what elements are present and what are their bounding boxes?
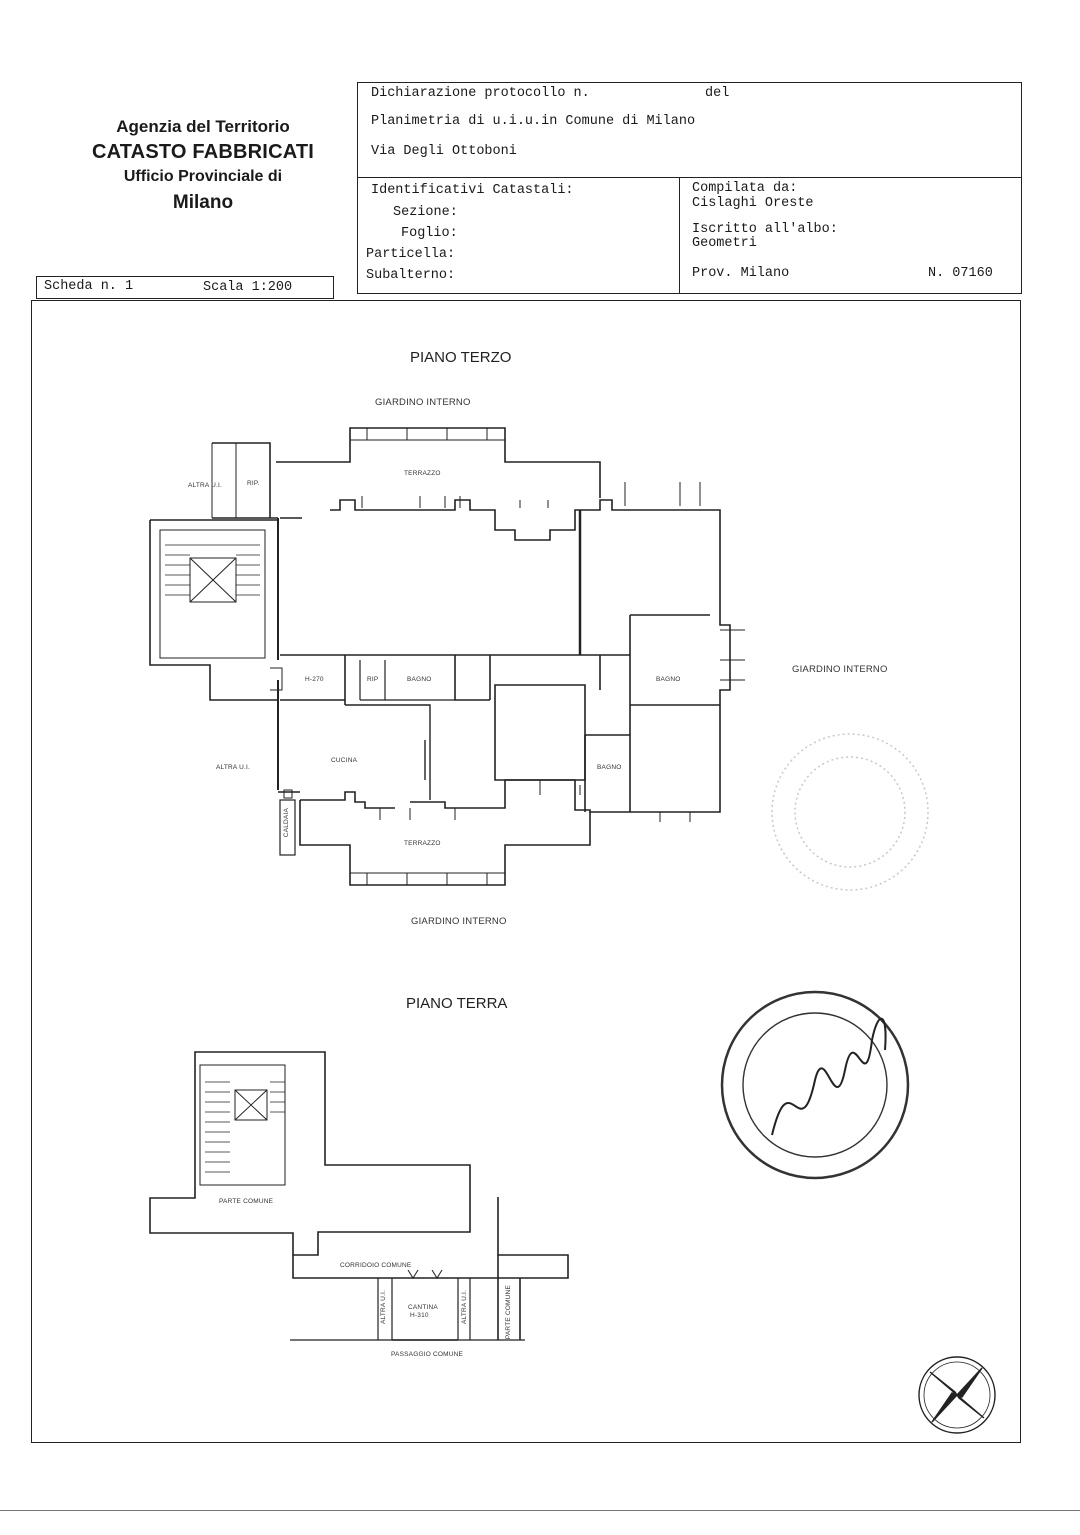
other-unit-east-label: ALTRA U.I.	[461, 1290, 468, 1325]
province-label: Prov. Milano	[692, 266, 790, 281]
compiler-name: Cislaghi Oreste	[692, 196, 814, 211]
sezione-label: Sezione:	[393, 205, 458, 220]
embossed-seal	[772, 734, 928, 890]
register-name: Geometri	[692, 236, 757, 251]
garden-south-label: GIARDINO INTERNO	[411, 916, 507, 927]
catasto-title: CATASTO FABBRICATI	[91, 141, 315, 163]
bathroom-1-label: BAGNO	[407, 676, 432, 683]
particella-label: Particella:	[366, 247, 456, 262]
common-corridor-label: CORRIDOIO COMUNE	[340, 1262, 412, 1269]
identifiers-title: Identificativi Catastali:	[371, 183, 574, 198]
common-passage-label: PASSAGGIO COMUNE	[391, 1351, 464, 1358]
terrace-south-label: TERRAZZO	[404, 840, 441, 847]
planimetria-line: Planimetria di u.i.u.in Comune di Milano	[371, 114, 696, 129]
north-arrow-icon	[919, 1357, 995, 1433]
ground-stair-block	[150, 1052, 470, 1255]
cellar-label: CANTINA	[408, 1304, 438, 1311]
cellar-height-label: H-310	[410, 1312, 429, 1319]
storage-small-label: RIP	[367, 676, 379, 683]
other-unit-west-label: ALTRA U.I.	[380, 1290, 387, 1325]
bathroom-3-label: BAGNO	[597, 764, 622, 771]
agency-name: Agenzia del Territorio	[116, 117, 290, 136]
boiler-label: CALDAIA	[283, 808, 290, 838]
common-area-label: PARTE COMUNE	[219, 1198, 274, 1205]
third-floor-title: PIANO TERZO	[410, 349, 512, 366]
address-line: Via Degli Ottoboni	[371, 144, 517, 159]
other-unit-left-label: ALTRA U.I.	[216, 764, 251, 771]
registration-number: N. 07160	[928, 266, 993, 281]
declaration-label: Dichiarazione protocollo n.	[371, 86, 590, 101]
north-terrace-outline	[276, 428, 600, 498]
sheet-number: Scheda n. 1	[44, 279, 134, 294]
register-label: Iscritto all'albo:	[692, 222, 838, 237]
kitchen-label: CUCINA	[331, 757, 358, 764]
bathroom-2-label: BAGNO	[656, 676, 681, 683]
office-label: Ufficio Provinciale di	[123, 168, 283, 185]
page-bottom-rule	[0, 1510, 1080, 1511]
height-label: H-270	[305, 676, 324, 683]
garden-east-label: GIARDINO INTERNO	[792, 664, 888, 675]
terrace-north-label: TERRAZZO	[404, 470, 441, 477]
compiled-by-label: Compilata da:	[692, 181, 798, 196]
foglio-label: Foglio:	[401, 226, 458, 241]
date-label: del	[705, 86, 730, 101]
garden-north-label: GIARDINO INTERNO	[375, 397, 471, 408]
scale-label: Scala 1:200	[203, 280, 293, 295]
office-city: Milano	[172, 192, 234, 213]
subalterno-label: Subalterno:	[366, 268, 456, 283]
storage-label: RIP.	[247, 480, 260, 487]
common-area-vertical-label: PARTE COMUNE	[505, 1285, 512, 1340]
other-unit-top-label: ALTRA U.I.	[188, 482, 223, 489]
ground-floor-title: PIANO TERRA	[406, 995, 508, 1012]
